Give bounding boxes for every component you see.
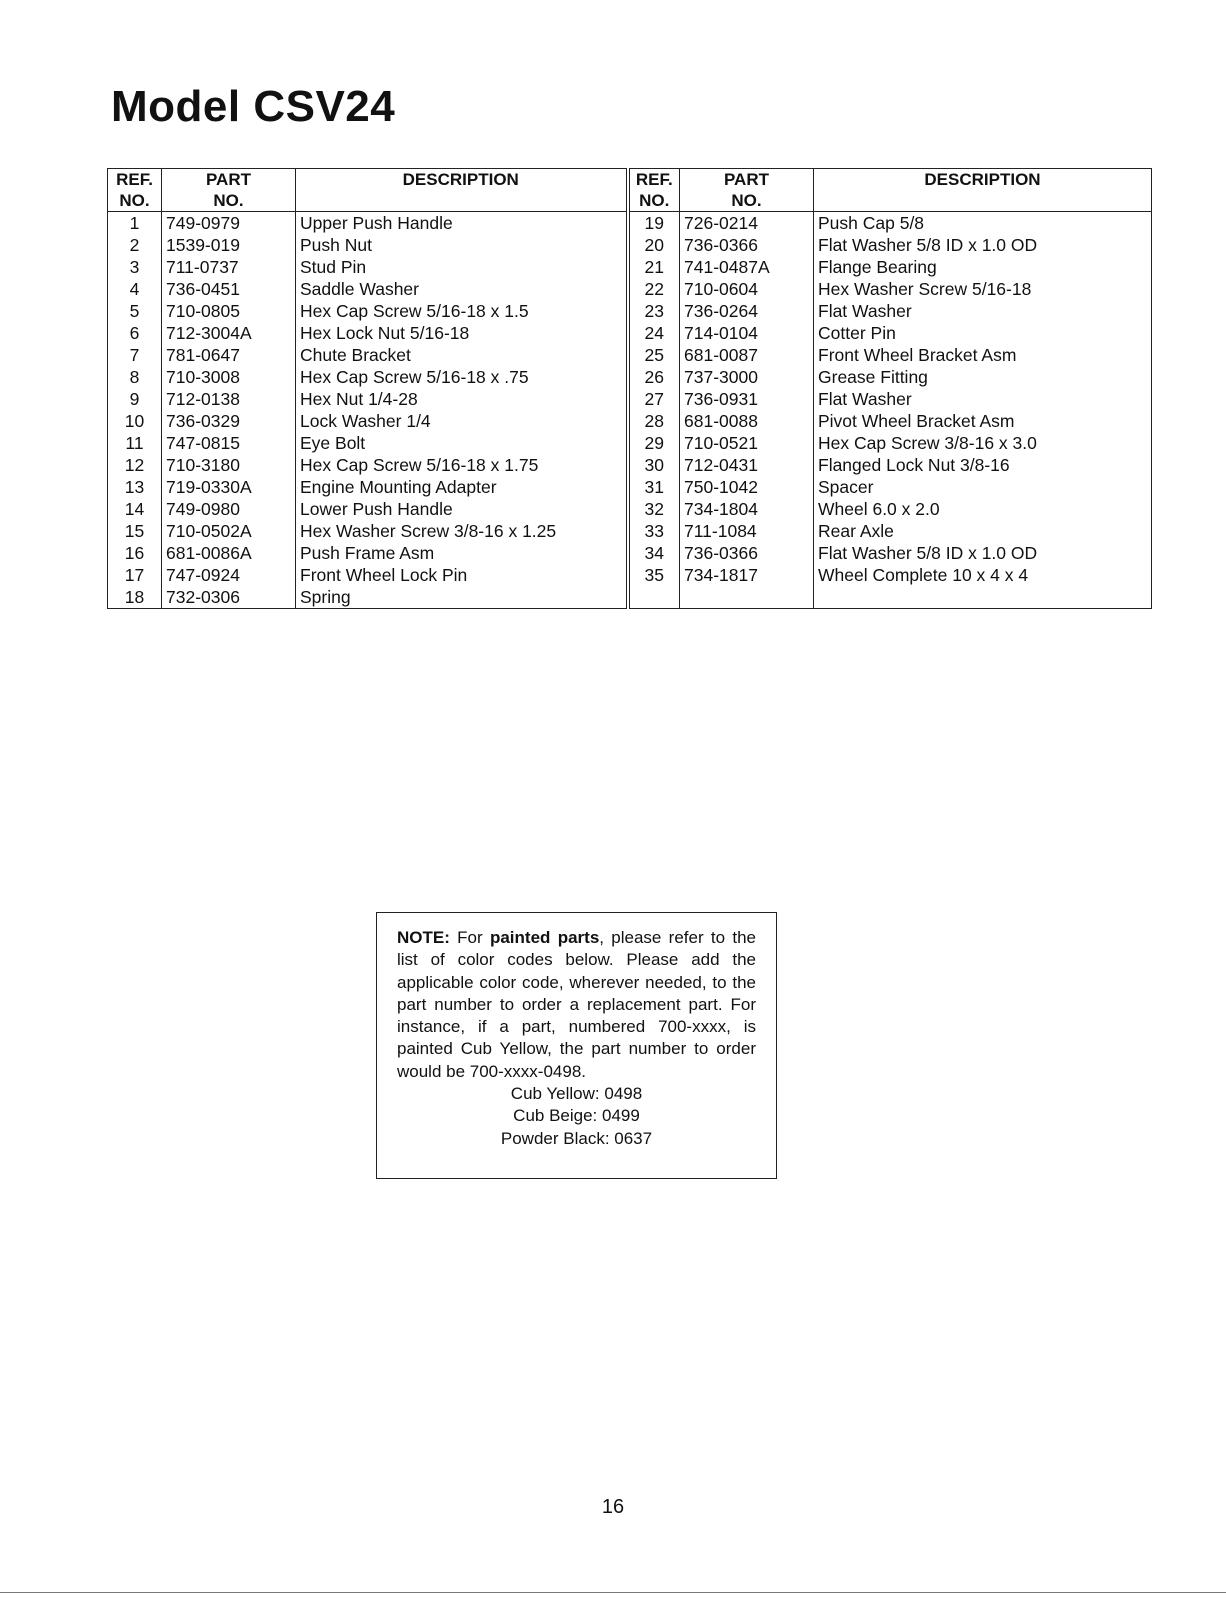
part-no-cell: 710-0502A: [162, 520, 296, 542]
table-row: [108, 234, 1152, 256]
description-cell: Flat Washer: [814, 388, 1152, 410]
ref-no-cell: 31: [628, 476, 680, 498]
description-cell: Hex Cap Screw 5/16-18 x .75: [296, 366, 628, 388]
part-no-cell: 781-0647: [162, 344, 296, 366]
table-row: [108, 520, 1152, 542]
bottom-rule: [0, 1592, 1226, 1593]
ref-no-cell: [628, 586, 680, 609]
part-no-cell: 741-0487A: [680, 256, 814, 278]
part-no-cell: 736-0931: [680, 388, 814, 410]
description-cell: Hex Lock Nut 5/16-18: [296, 322, 628, 344]
part-no-header: PART NO.: [680, 169, 814, 212]
ref-no-cell: 5: [129, 301, 140, 321]
ref-no-header: REF. NO.: [628, 169, 680, 212]
part-no-cell: 714-0104: [680, 322, 814, 344]
ref-no-cell: 20: [628, 234, 680, 256]
description-cell: Push Cap 5/8: [814, 212, 1152, 235]
ref-no-cell: 8: [129, 367, 140, 387]
parts-table-body: [108, 212, 1152, 609]
part-no-cell: 710-3008: [162, 366, 296, 388]
description-cell: Hex Washer Screw 5/16-18: [814, 278, 1152, 300]
description-cell: Upper Push Handle: [296, 212, 628, 235]
ref-no-cell: 25: [628, 344, 680, 366]
color-code-black: Powder Black: 0637: [500, 1128, 653, 1148]
part-no-cell: 712-0431: [680, 454, 814, 476]
part-no-cell: 681-0087: [680, 344, 814, 366]
ref-no-cell: 34: [628, 542, 680, 564]
note-emphasis: painted parts: [489, 928, 600, 947]
ref-no-cell: 12: [124, 455, 145, 475]
table-row: [108, 564, 1152, 586]
ref-no-cell: 19: [628, 212, 680, 235]
table-row: [108, 454, 1152, 476]
description-cell: Stud Pin: [296, 256, 628, 278]
part-no-cell: 749-0979: [162, 212, 296, 235]
ref-no-cell: 23: [628, 300, 680, 322]
part-no-cell: 712-3004A: [162, 322, 296, 344]
table-row: [108, 278, 1152, 300]
part-no-cell: 736-0366: [680, 542, 814, 564]
ref-no-cell: 3: [129, 257, 140, 277]
ref-no-cell: 17: [124, 565, 145, 585]
description-cell: Hex Cap Screw 5/16-18 x 1.75: [296, 454, 628, 476]
part-no-cell: 711-1084: [680, 520, 814, 542]
ref-no-cell: 26: [628, 366, 680, 388]
ref-no-cell: 2: [129, 235, 140, 255]
description-cell: Hex Nut 1/4-28: [296, 388, 628, 410]
ref-no-cell: 32: [628, 498, 680, 520]
ref-no-cell: 7: [129, 345, 140, 365]
ref-no-cell: 24: [628, 322, 680, 344]
description-cell: Grease Fitting: [814, 366, 1152, 388]
parts-table: [107, 168, 1152, 609]
description-cell: Eye Bolt: [296, 432, 628, 454]
part-no-cell: 749-0980: [162, 498, 296, 520]
description-cell: Flat Washer 5/8 ID x 1.0 OD: [814, 542, 1152, 564]
ref-no-cell: 21: [628, 256, 680, 278]
ref-no-cell: 30: [628, 454, 680, 476]
table-row: [108, 432, 1152, 454]
description-header: DESCRIPTION: [814, 169, 1152, 212]
color-code-beige: Cub Beige: 0499: [513, 1106, 640, 1126]
description-cell: Hex Washer Screw 3/8-16 x 1.25: [296, 520, 628, 542]
ref-no-cell: 18: [124, 587, 145, 607]
part-no-cell: 712-0138: [162, 388, 296, 410]
description-cell: Push Frame Asm: [296, 542, 628, 564]
table-row: [108, 476, 1152, 498]
description-cell: Wheel Complete 10 x 4 x 4: [814, 564, 1152, 586]
ref-no-cell: 35: [628, 564, 680, 586]
ref-no-cell: 10: [124, 411, 145, 431]
ref-no-cell: 28: [628, 410, 680, 432]
part-no-cell: [680, 586, 814, 609]
page-number: 16: [601, 1496, 625, 1518]
part-no-cell: 736-0366: [680, 234, 814, 256]
note-text: NOTE: For painted parts, please refer to the list of color codes below. Please add the applicable color code, wherever needed, to the part number to order a replacement part. For instance, if a part, numbered 700-xxxx, is painted Cub Yellow, the part number to order would be 700-xxxx-0498.: [397, 928, 756, 1081]
table-row: [108, 300, 1152, 322]
part-no-cell: 681-0086A: [162, 542, 296, 564]
part-no-cell: 737-3000: [680, 366, 814, 388]
description-cell: Lock Washer 1/4: [296, 410, 628, 432]
part-no-cell: 681-0088: [680, 410, 814, 432]
ref-no-cell: 16: [124, 543, 145, 563]
description-cell: Chute Bracket: [296, 344, 628, 366]
part-no-cell: 747-0924: [162, 564, 296, 586]
description-cell: Flanged Lock Nut 3/8-16: [814, 454, 1152, 476]
ref-no-cell: 13: [124, 477, 145, 497]
part-no-cell: 719-0330A: [162, 476, 296, 498]
ref-no-header: REF. NO.: [108, 169, 162, 212]
table-row: [108, 212, 1152, 235]
part-no-cell: 736-0264: [680, 300, 814, 322]
ref-no-cell: 14: [124, 499, 145, 519]
description-cell: Hex Cap Screw 3/8-16 x 3.0: [814, 432, 1152, 454]
part-no-cell: 711-0737: [162, 256, 296, 278]
ref-no-cell: 6: [129, 323, 140, 343]
part-no-header: PART NO.: [162, 169, 296, 212]
part-no-cell: 732-0306: [162, 586, 296, 609]
part-no-cell: 710-0521: [680, 432, 814, 454]
description-cell: Flange Bearing: [814, 256, 1152, 278]
ref-no-cell: 15: [124, 521, 145, 541]
table-row: [108, 344, 1152, 366]
table-row: [108, 322, 1152, 344]
description-cell: Rear Axle: [814, 520, 1152, 542]
description-cell: Spacer: [814, 476, 1152, 498]
page-title: Model CSV24: [111, 82, 396, 131]
table-header-row: [108, 169, 1152, 212]
ref-no-cell: 29: [628, 432, 680, 454]
part-no-cell: 1539-019: [162, 234, 296, 256]
description-cell: Flat Washer 5/8 ID x 1.0 OD: [814, 234, 1152, 256]
table-row: [108, 498, 1152, 520]
table-row: [108, 388, 1152, 410]
ref-no-cell: 27: [628, 388, 680, 410]
part-no-cell: 750-1042: [680, 476, 814, 498]
part-no-cell: 734-1804: [680, 498, 814, 520]
part-no-cell: 734-1817: [680, 564, 814, 586]
note-label: NOTE:: [397, 928, 450, 947]
ref-no-cell: 9: [129, 389, 140, 409]
description-cell: Saddle Washer: [296, 278, 628, 300]
description-cell: Front Wheel Bracket Asm: [814, 344, 1152, 366]
description-cell: Lower Push Handle: [296, 498, 628, 520]
description-cell: Pivot Wheel Bracket Asm: [814, 410, 1152, 432]
description-cell: Push Nut: [296, 234, 628, 256]
table-row: [108, 410, 1152, 432]
ref-no-cell: 11: [125, 433, 144, 453]
part-no-cell: 736-0329: [162, 410, 296, 432]
ref-no-cell: 1: [129, 213, 140, 233]
ref-no-cell: 4: [129, 279, 140, 299]
ref-no-cell: 33: [628, 520, 680, 542]
color-code-yellow: Cub Yellow: 0498: [510, 1084, 643, 1104]
ref-no-cell: 22: [628, 278, 680, 300]
table-row: [108, 256, 1152, 278]
description-cell: Flat Washer: [814, 300, 1152, 322]
part-no-cell: 747-0815: [162, 432, 296, 454]
description-cell: Engine Mounting Adapter: [296, 476, 628, 498]
table-row: [108, 366, 1152, 388]
description-cell: [814, 586, 1152, 609]
description-cell: Hex Cap Screw 5/16-18 x 1.5: [296, 300, 628, 322]
description-header: DESCRIPTION: [296, 169, 628, 212]
part-no-cell: 736-0451: [162, 278, 296, 300]
table-row: [108, 542, 1152, 564]
part-no-cell: 710-3180: [162, 454, 296, 476]
description-cell: Front Wheel Lock Pin: [296, 564, 628, 586]
painted-parts-note: [376, 912, 777, 1179]
description-cell: Spring: [296, 586, 628, 609]
part-no-cell: 726-0214: [680, 212, 814, 235]
table-row: [108, 586, 1152, 609]
description-cell: Wheel 6.0 x 2.0: [814, 498, 1152, 520]
description-cell: Cotter Pin: [814, 322, 1152, 344]
part-no-cell: 710-0604: [680, 278, 814, 300]
part-no-cell: 710-0805: [162, 300, 296, 322]
